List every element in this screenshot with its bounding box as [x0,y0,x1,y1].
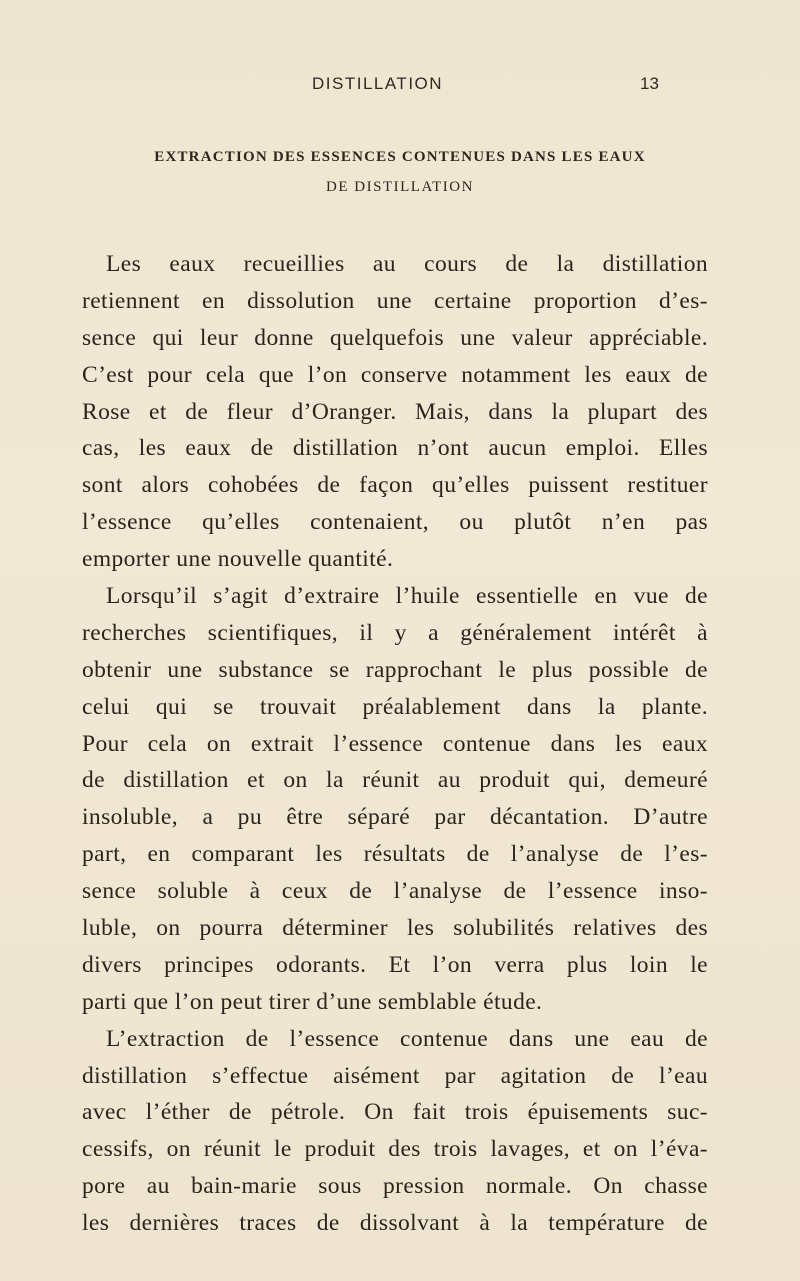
body-text [82,246,708,1242]
text-line: cas, les eaux de distillation n’ont aucun emploi. Elles [82,435,708,462]
text-line: sence soluble à ceux de l’analyse de l’essence inso- [82,878,708,905]
text-line: celui qui se trouvait préalablement dans la plante. [82,693,708,720]
text-line: sont alors cohobées de façon qu’elles puissent restituer [82,472,708,499]
section-heading-continuation: DE DISTILLATION [326,179,474,195]
text-line: retiennent en dissolution une certaine proportion d’es- [82,287,708,314]
text-line: recherches scientifiques, il y a généralement intérêt à [82,619,708,646]
text-line: insoluble, a pu être séparé par décantation. D’autre [82,804,708,831]
text-line: cessifs, on réunit le produit des trois lavages, et on l’éva- [82,1136,708,1163]
text-line: l’essence qu’elles contenaient, ou plutôt n’en pas [82,509,708,536]
text-line: C’est pour cela que l’on conserve notamment les eaux de [82,361,708,388]
text-line: L’extraction de l’essence contenue dans une eau de [106,1025,708,1052]
text-line: distillation s’effectue aisément par agitation de l’eau [82,1062,708,1089]
text-line: avec l’éther de pétrole. On fait trois épuisements suc- [82,1099,708,1126]
section-heading: EXTRACTION DES ESSENCES CONTENUES DANS LES EAUX [154,149,646,165]
text-line: Rose et de fleur d’Oranger. Mais, dans la plupart des [82,398,708,425]
text-line: Les eaux recueillies au cours de la distillation [106,251,708,277]
text-line: Lorsqu’il s’agit d’extraire l’huile essentielle en vue de [106,583,708,610]
running-title: DISTILLATION [312,74,444,93]
text-line: emporter une nouvelle quantité. [82,546,394,573]
text-line: de distillation et on la réunit au produit qui, demeuré [82,767,708,794]
running-head [0,74,800,104]
text-line: sence qui leur donne quelquefois une valeur appréciable. [82,324,708,351]
text-line: obtenir une substance se rapprochant le plus possible de [82,656,708,683]
page-number: 13 [640,74,659,93]
text-line: les dernières traces de dissolvant à la température de [82,1210,708,1237]
text-line: parti que l’on peut tirer d’une semblable étude. [82,988,543,1015]
text-line: part, en comparant les résultats de l’analyse de l’es- [82,841,708,868]
text-line: luble, on pourra déterminer les solubilités relatives des [82,915,708,942]
text-line: divers principes odorants. Et l’on verra plus loin le [82,951,708,978]
text-line: Pour cela on extrait l’essence contenue dans les eaux [82,730,708,757]
text-line: pore au bain-marie sous pression normale. On chasse [82,1173,708,1200]
